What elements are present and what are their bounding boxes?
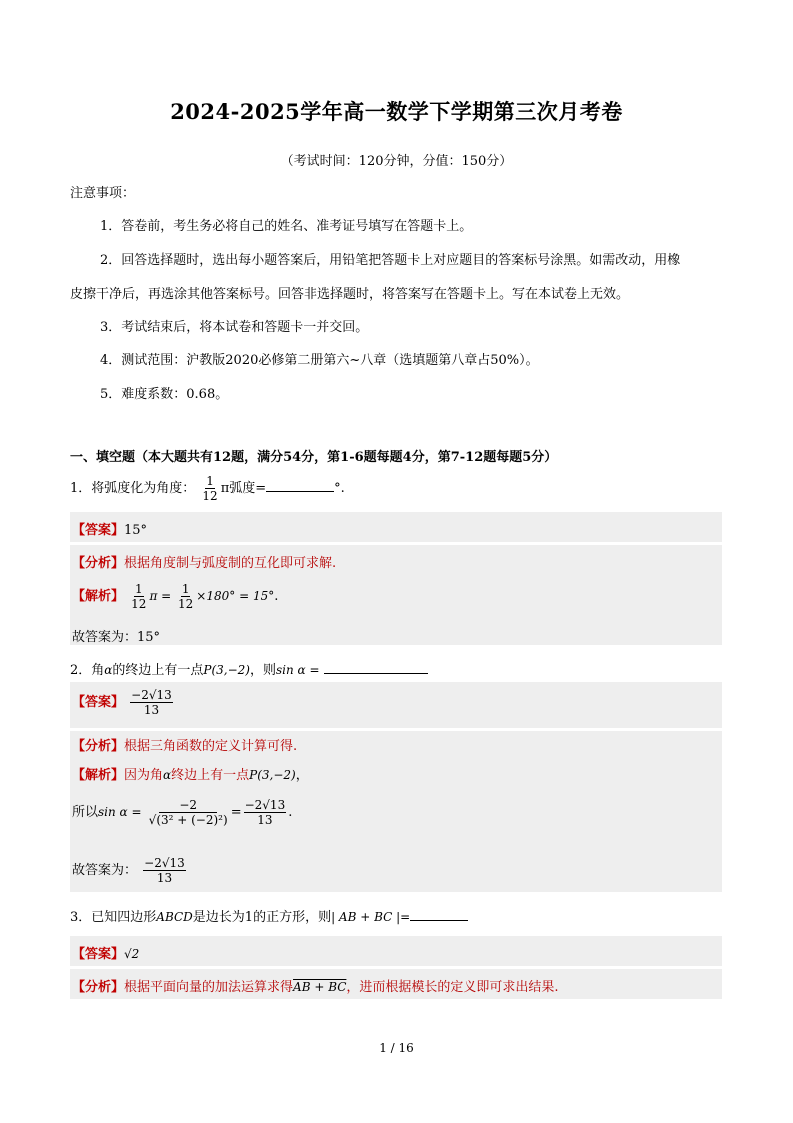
q3-mid: 是边长为1的正方形，则 [192, 910, 332, 925]
q3-answer-band [70, 936, 722, 966]
q1-sol-end: . [274, 589, 279, 604]
q1-analysis-text: 根据角度制与弧度制的互化即可求解. [124, 556, 337, 571]
q2-conclusion-prefix: 故答案为： [72, 863, 138, 878]
q2-answer-blank [324, 673, 428, 674]
q2-step-den: √(3² + (−2)²) [148, 813, 228, 827]
q2-sin: sin α = [276, 663, 320, 677]
notice-heading: 注意事项： [70, 186, 136, 201]
section-heading: 一、填空题（本大题共有12题，满分54分，第1-6题每题4分，第7-12题每题5分） [70, 450, 558, 465]
q2-dot: . [288, 805, 293, 820]
q1-suffix: °. [334, 481, 345, 496]
q2-eq: = [230, 805, 242, 820]
page-number: 1 / 16 [379, 1041, 414, 1055]
question-3 [70, 906, 468, 925]
q2-point: P(3,−2) [203, 663, 250, 677]
q2-prefix: 2．角 [70, 663, 105, 678]
q1-analysis [72, 552, 336, 571]
solution-tag: 【解析】 [72, 589, 125, 604]
q2-answer-fraction [130, 688, 173, 717]
q1-sol-mid: ×180° = 15° [196, 589, 275, 603]
q2-solution-step [72, 798, 292, 827]
q2-mid: 的终边上有一点 [112, 663, 204, 678]
q2-so: 所以 [72, 805, 99, 820]
q2-sol-b: 终边上有一点 [171, 768, 250, 783]
q2-answer-num: −2√13 [131, 688, 172, 702]
q2-conclusion-den: 13 [156, 871, 173, 885]
q1-conclusion [72, 626, 160, 645]
q1-sol-den-b: 12 [178, 597, 194, 611]
q3-answer-blank [410, 920, 468, 921]
analysis-tag: 【分析】 [72, 556, 125, 571]
notice-item: 4．测试范围：沪教版2020必修第二册第六~八章（选填题第八章占50%）。 [100, 353, 539, 368]
q2-step-num: −2 [159, 798, 217, 813]
q2-conclusion-num: −2√13 [144, 856, 185, 870]
q2-conclusion-fraction [143, 856, 186, 885]
q3-vector: AB + BC [293, 980, 347, 994]
q1-answer-blank [266, 491, 334, 492]
notice-item: 1．答卷前，考生务必将自己的姓名、准考证号填写在答题卡上。 [100, 219, 473, 234]
q1-pi-text: π弧度= [220, 481, 267, 496]
q2-answer [72, 688, 175, 717]
q1-sol-expr: π = [149, 589, 176, 603]
question-2 [70, 659, 428, 678]
q1-frac-den: 12 [202, 489, 218, 503]
q3-analysis-a: 根据平面向量的加法运算求得 [124, 980, 294, 995]
analysis-tag: 【分析】 [72, 980, 125, 995]
notice-item: 5．难度系数：0.68。 [100, 387, 229, 402]
q1-sol-fraction-a [130, 582, 147, 611]
q2-solution [72, 764, 309, 783]
notice-item: 皮擦干净后，再选涂其他答案标号。回答非选择题时，将答案写在答题卡上。写在本试卷上无效。 [70, 287, 630, 302]
q1-answer-value: 15° [124, 523, 148, 538]
q1-sol-num-b: 1 [181, 582, 190, 596]
q2-conclusion [72, 856, 188, 885]
q2-answer-den: 13 [143, 703, 160, 717]
answer-tag: 【答案】 [72, 523, 125, 538]
q3-prefix: 3．已知四边形 [70, 910, 157, 925]
question-1 [70, 474, 345, 503]
solution-tag: 【解析】 [72, 768, 125, 783]
q1-sol-den-a: 12 [131, 597, 147, 611]
notice-item: 2．回答选择题时，选出每小题答案后，用铅笔把答题卡上对应题目的答案标号涂黑。如需改动，用橡 [100, 253, 681, 268]
q2-result-num: −2√13 [244, 798, 286, 812]
q1-answer-band [70, 512, 722, 542]
q3-analysis-b: ，进而根据模长的定义即可求出结果. [346, 980, 559, 995]
exam-info: （考试时间：120分钟，分值：150分） [280, 154, 513, 169]
q1-sol-num-a: 1 [134, 582, 143, 596]
q1-conclusion-value: 15° [137, 630, 161, 645]
q2-step-result [244, 798, 287, 827]
q1-solution [72, 582, 278, 611]
q2-analysis [72, 735, 297, 754]
q1-fraction [201, 474, 218, 503]
answer-tag: 【答案】 [72, 695, 125, 710]
answer-tag: 【答案】 [72, 947, 125, 962]
q3-answer-value: √2 [124, 947, 140, 961]
q3-analysis [72, 976, 559, 995]
page-title: 2024-2025学年高一数学下学期第三次月考卷 [170, 99, 623, 124]
q2-sol-alpha: α [163, 768, 172, 782]
q2-sin-eq: sin α = [98, 805, 142, 819]
q2-then: ，则 [249, 663, 276, 678]
q2-sol-point: P(3,−2) [249, 768, 296, 782]
notice-item: 3．考试结束后，将本试卷和答题卡一并交回。 [100, 320, 369, 335]
q2-step-fraction [148, 798, 229, 827]
q2-analysis-text: 根据三角函数的定义计算可得. [124, 739, 298, 754]
analysis-tag: 【分析】 [72, 739, 125, 754]
q3-answer [72, 943, 139, 962]
q1-prefix: 1．将弧度化为角度： [70, 481, 196, 496]
q2-sol-a: 因为角 [124, 768, 164, 783]
q2-alpha: α [104, 663, 113, 677]
q2-result-den: 13 [257, 813, 273, 827]
q1-conclusion-prefix: 故答案为： [72, 630, 138, 645]
q1-sol-fraction-b [177, 582, 194, 611]
q2-sol-c: ， [295, 768, 309, 783]
q3-abcd: ABCD [156, 910, 193, 924]
q3-expr: | AB + BC |= [331, 910, 411, 924]
q1-answer [72, 519, 147, 538]
q1-frac-num: 1 [206, 474, 214, 488]
